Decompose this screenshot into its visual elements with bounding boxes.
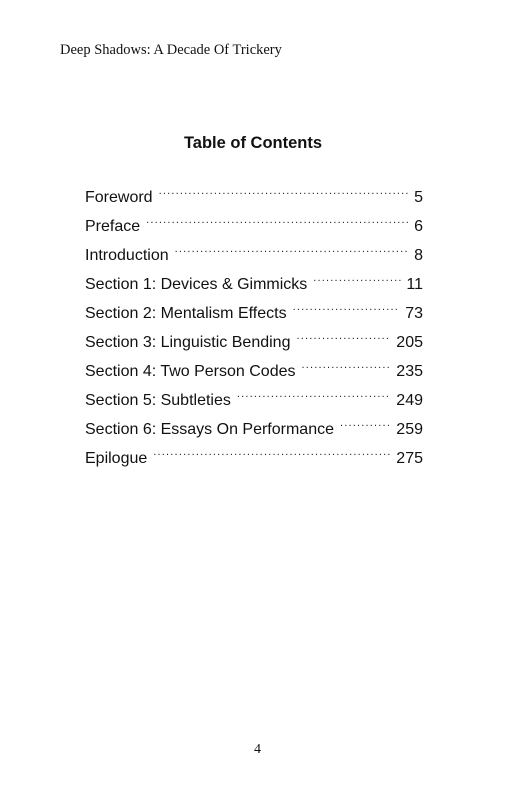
- page-number: 4: [254, 742, 261, 757]
- toc-entry-label: Section 3: Linguistic Bending: [85, 334, 291, 351]
- dot-leader: [153, 443, 391, 463]
- toc-entry-label: Section 5: Subtleties: [85, 392, 231, 409]
- running-header: Deep Shadows: A Decade Of Trickery: [60, 42, 282, 58]
- dot-leader: [175, 240, 409, 260]
- toc-entry-label: Preface: [85, 218, 141, 235]
- toc-list: [85, 182, 423, 472]
- dot-leader: [340, 414, 391, 434]
- toc-title: Table of Contents: [183, 134, 323, 152]
- dot-leader: [159, 182, 410, 202]
- toc-entry-section-1: [85, 269, 423, 298]
- toc-entry-page: 5: [414, 189, 423, 206]
- toc-entry-label: Section 2: Mentalism Effects: [85, 305, 287, 322]
- toc-entry-foreword: [85, 182, 423, 211]
- toc-entry-page: 11: [406, 276, 423, 293]
- dot-leader: [313, 269, 401, 289]
- toc-entry-label: Section 4: Two Person Codes: [85, 363, 296, 380]
- dot-leader: [296, 327, 391, 347]
- toc-entry-label: Introduction: [85, 247, 169, 264]
- toc-entry-page: 235: [396, 363, 423, 380]
- toc-entry-preface: [85, 211, 423, 240]
- toc-entry-page: 275: [396, 450, 423, 467]
- toc-entry-section-2: [85, 298, 423, 327]
- dot-leader: [146, 211, 409, 231]
- toc-entry-label: Section 6: Essays On Performance: [85, 421, 334, 438]
- toc-entry-section-6: [85, 414, 423, 443]
- dot-leader: [237, 385, 391, 405]
- toc-entry-page: 205: [396, 334, 423, 351]
- toc-entry-section-4: [85, 356, 423, 385]
- toc-entry-epilogue: [85, 443, 423, 472]
- toc-entry-label: Foreword: [85, 189, 153, 206]
- toc-entry-page: 8: [414, 247, 423, 264]
- toc-entry-introduction: [85, 240, 423, 269]
- toc-entry-page: 259: [396, 421, 423, 438]
- toc-entry-section-3: [85, 327, 423, 356]
- toc-entry-page: 73: [405, 305, 423, 322]
- dot-leader: [302, 356, 392, 376]
- toc-entry-page: 249: [396, 392, 423, 409]
- toc-entry-label: Epilogue: [85, 450, 148, 467]
- toc-entry-label: Section 1: Devices & Gimmicks: [85, 276, 308, 293]
- dot-leader: [293, 298, 401, 318]
- toc-entry-page: 6: [414, 218, 423, 235]
- toc-entry-section-5: [85, 385, 423, 414]
